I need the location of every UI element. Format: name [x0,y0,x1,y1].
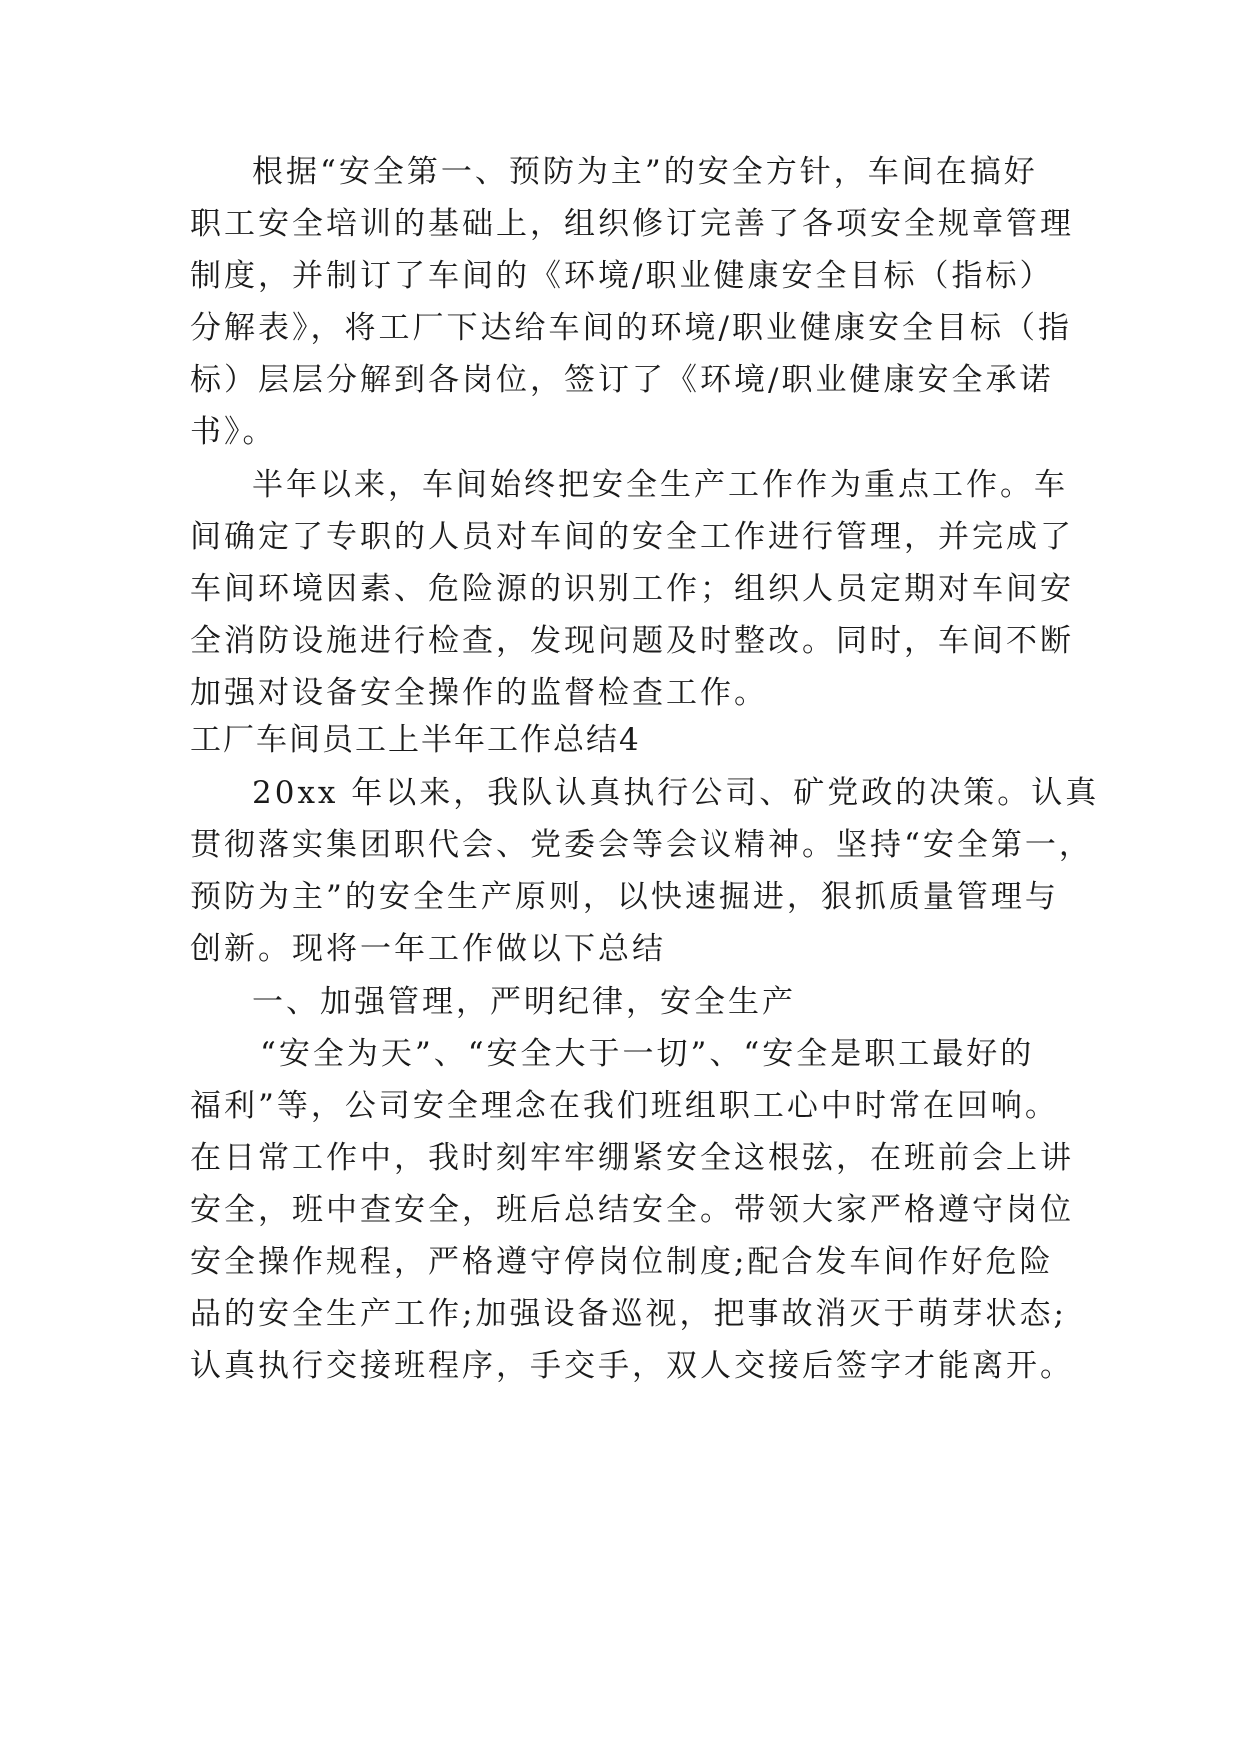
text-line: 预防为主”的安全生产原则，以快速掘进，狠抓质量管理与 [190,879,1059,915]
text-line: 职工安全培训的基础上，组织修订完善了各项安全规章管理 [190,206,1074,242]
section-heading: 工厂车间员工上半年工作总结4 [190,722,641,758]
text-line: 间确定了专职的人员对车间的安全工作进行管理，并完成了 [190,519,1074,555]
text-line: 车间环境因素、危险源的识别工作；组织人员定期对车间安 [190,571,1074,607]
text-line: 创新。现将一年工作做以下总结 [190,931,666,967]
text-line: 标）层层分解到各岗位，签订了《环境/职业健康安全承诺 [190,362,1054,398]
text-line: 加强对设备安全操作的监督检查工作。 [190,675,768,711]
text-line: 认真执行交接班程序，手交手，双人交接后签字才能离开。 [190,1348,1074,1384]
text-line: 全消防设施进行检查，发现问题及时整改。同时，车间不断 [190,623,1074,659]
text-line: 20xx 年以来，我队认真执行公司、矿党政的决策。认真 [252,775,1100,811]
text-line: “安全为天”、“安全大于一切”、“安全是职工最好的 [260,1036,1035,1072]
subsection-title: 一、加强管理，严明纪律，安全生产 [252,984,796,1020]
text-line: 贯彻落实集团职代会、党委会等会议精神。坚持“安全第一， [190,827,1093,863]
text-line: 半年以来，车间始终把安全生产工作作为重点工作。车 [252,467,1068,503]
text-line: 书》。 [190,414,277,450]
text-line: 分解表》，将工厂下达给车间的环境/职业健康安全目标（指 [190,310,1072,346]
text-line: 制度，并制订了车间的《环境/职业健康安全目标（指标） [190,258,1054,294]
text-line: 品的安全生产工作;加强设备巡视，把事故消灭于萌芽状态; [190,1296,1067,1332]
text-line: 福利”等，公司安全理念在我们班组职工心中时常在回响。 [190,1088,1059,1124]
text-line: 安全操作规程，严格遵守停岗位制度;配合发车间作好危险 [190,1244,1054,1280]
text-line: 安全，班中查安全，班后总结安全。带领大家严格遵守岗位 [190,1192,1074,1228]
text-line: 在日常工作中，我时刻牢牢绷紧安全这根弦，在班前会上讲 [190,1140,1074,1176]
text-line: 根据“安全第一、预防为主”的安全方针，车间在搞好 [252,154,1038,190]
